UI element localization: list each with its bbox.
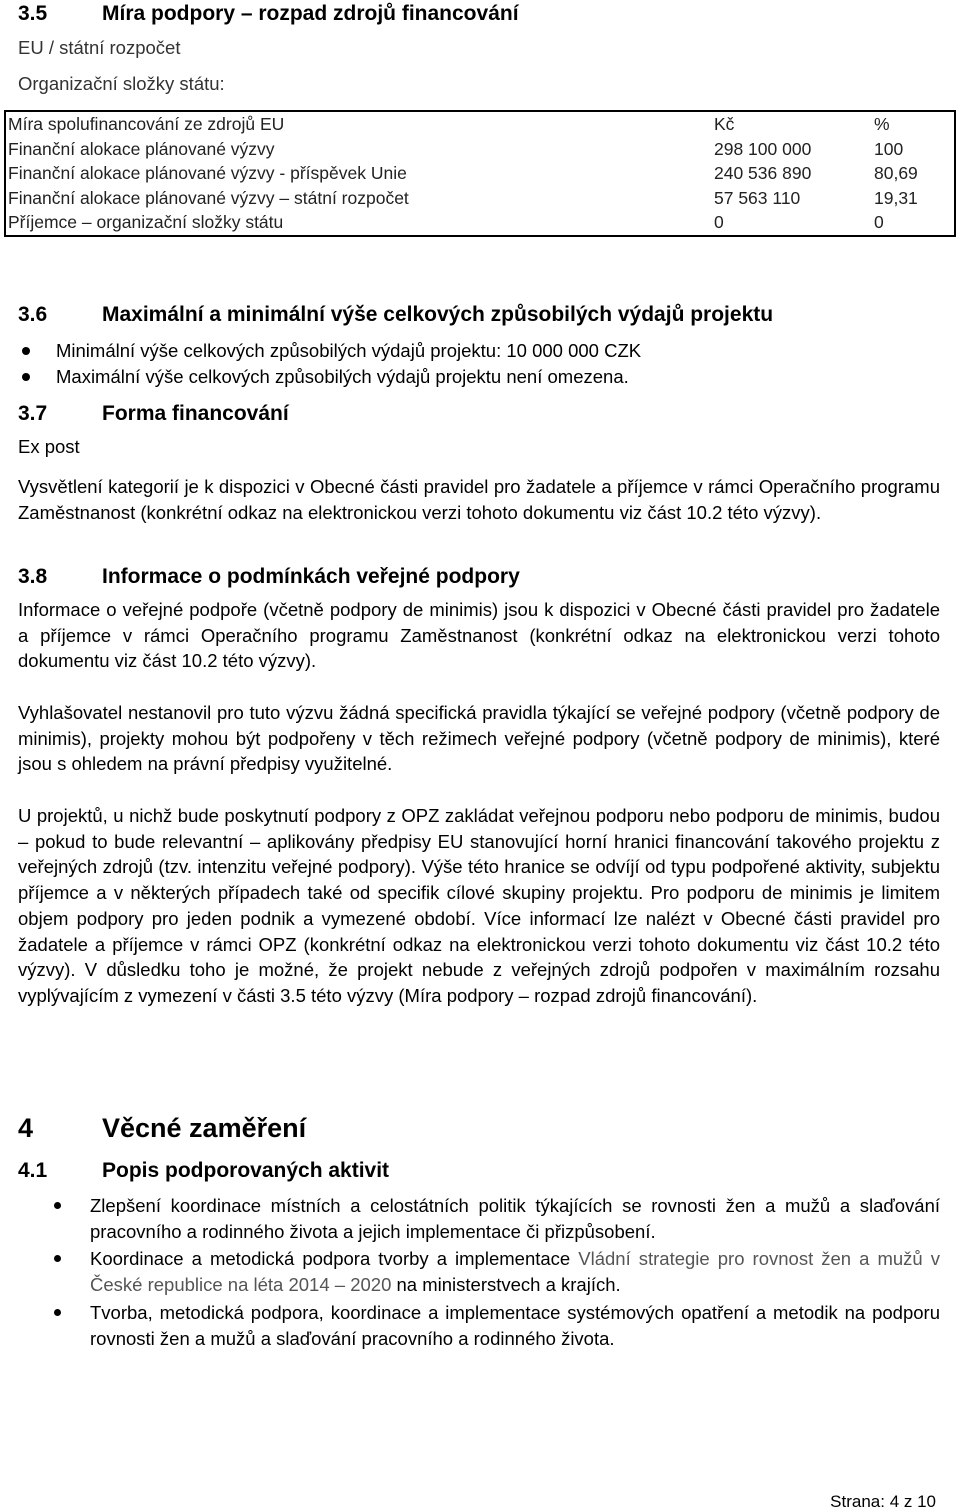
section-title: Maximální a minimální výše celkových způsobilých výdajů projektu (102, 303, 774, 326)
section-heading-3-8 (18, 565, 520, 589)
list-item: Tvorba, metodická podpora, koordinace a implementace systémových opatření a metodik na podporu rovnosti žen a mužů a slaďování pracovního a rodinného života. (54, 1300, 940, 1351)
page-number: Strana: 4 z 10 (830, 1492, 936, 1511)
table-cell: Míra spolufinancování ze zdrojů EU (8, 114, 285, 134)
paragraph: U projektů, u nichž bude poskytnutí podpory z OPZ zakládat veřejnou podporu nebo podporu de minimis, budou – pokud to bude relevantní – aplikovány předpisy EU stanovující horní hranici financování takového projektu z veřejných zdrojů (tzv. intenzitu veřejné podpory). Výše této hranice se odvíjí od typu podpořené aktivity, subjektu příjemce a v některých případech také od specifik cílové skupiny projektu. Pro podporu de minimis je limitem objem podpory pro jeden podnik a vymezené období. Více informací lze nalézt v Obecné části pravidel pro žadatele a příjemce v rámci OPZ (konkrétní odkaz na elektronickou verzi tohoto dokumentu viz část 10.2 této výzvy). V důsledku toho je možné, že projekt nebude z veřejných zdrojů podpořen v maximálním rozsahu vyplývajícím z vymezení v části 3.5 této výzvy (Míra podpory – rozpad zdrojů financování). (18, 805, 940, 1006)
expense-limits-list (18, 338, 940, 389)
section-title: Informace o podmínkách veřejné podpory (102, 565, 520, 588)
list-item: Maximální výše celkových způsobilých výdajů projektu není omezena. (18, 364, 940, 390)
table-row (5, 137, 955, 162)
table-cell: Kč (714, 114, 735, 134)
table-cell: 80,69 (874, 163, 918, 183)
table-cell: 19,31 (874, 187, 918, 208)
table-cell: % (874, 114, 890, 134)
table-cell: 0 (714, 212, 724, 232)
section-title: Míra podpory – rozpad zdrojů financování (102, 2, 519, 25)
section-number: 3.8 (18, 565, 48, 588)
section-number: 4.1 (18, 1159, 48, 1182)
strategy-reference: Vládní strategie pro rovnost žen a mužů v České republice na léta 2014 – 2020 (90, 1248, 940, 1296)
funding-table (4, 110, 956, 237)
list-item: Zlepšení koordinace místních a celostátních politik týkajících se rovnosti žen a mužů a slaďování pracovního a rodinného života a jejich implementace či přizpůsobení. (54, 1193, 940, 1244)
list-item (54, 1246, 940, 1297)
section-heading-3-7 (18, 402, 289, 426)
table-cell: Příjemce – organizační složky státu (8, 212, 284, 232)
table-cell: 298 100 000 (714, 138, 812, 159)
activities-list (54, 1193, 940, 1353)
table-row (5, 161, 955, 186)
list-item-text: na ministerstvech a krajích. (391, 1274, 621, 1296)
table-row (5, 186, 955, 211)
section-number: 3.6 (18, 303, 48, 326)
section-number: 3.7 (18, 402, 48, 425)
table-row (5, 210, 955, 236)
list-item-text: Koordinace a metodická podpora tvorby a implementace (90, 1248, 579, 1270)
paragraph: Informace o veřejné podpoře (včetně podpory de minimis) jsou k dispozici v Obecné části pravidel pro žadatele a příjemce v rámci Operačního programu Zaměstnanost (konkrétní odkaz na elektronickou verzi tohoto dokumentu viz část 10.2 této výzvy). (18, 599, 940, 672)
section-title: Popis podporovaných aktivit (102, 1159, 390, 1182)
section-heading-4-1 (18, 1159, 389, 1183)
table-row (5, 111, 955, 137)
list-item: Minimální výše celkových způsobilých výdajů projektu: 10 000 000 CZK (18, 338, 940, 364)
paragraph: Vyhlašovatel nestanovil pro tuto výzvu žádná specifická pravidla týkající se veřejné podpory (včetně podpory de minimis), projekty mohou být podpořeny v těch režimech veřejné podpory (včetně podpory de minimis), které jsou s ohledem na právní předpisy využitelné. (18, 702, 940, 775)
section-heading-3-6 (18, 303, 773, 327)
table-cell: 240 536 890 (714, 163, 812, 183)
table-cell: 0 (874, 212, 884, 232)
financing-form: Ex post (18, 436, 80, 457)
funding-source-line: EU / státní rozpočet (18, 37, 181, 58)
chapter-number: 4 (18, 1113, 34, 1143)
chapter-heading-4 (18, 1113, 306, 1144)
table-cell: 100 (874, 138, 904, 159)
chapter-title: Věcné zaměření (102, 1113, 307, 1143)
section-heading-3-5 (18, 2, 519, 26)
section-title: Forma financování (102, 402, 289, 425)
table-cell: Finanční alokace plánované výzvy – státní rozpočet (8, 187, 409, 208)
table-cell: 57 563 110 (714, 187, 801, 208)
paragraph: Vysvětlení kategorií je k dispozici v Obecné části pravidel pro žadatele a příjemce v rámci Operačního programu Zaměstnanost (konkrétní odkaz na elektronickou verzi tohoto dokumentu viz část 10.2 této výzvy). (18, 476, 940, 523)
section-number: 3.5 (18, 2, 48, 25)
table-cell: Finanční alokace plánované výzvy (8, 138, 275, 159)
table-cell: Finanční alokace plánované výzvy - příspěvek Unie (8, 163, 407, 183)
state-units-line: Organizační složky státu: (18, 73, 225, 94)
